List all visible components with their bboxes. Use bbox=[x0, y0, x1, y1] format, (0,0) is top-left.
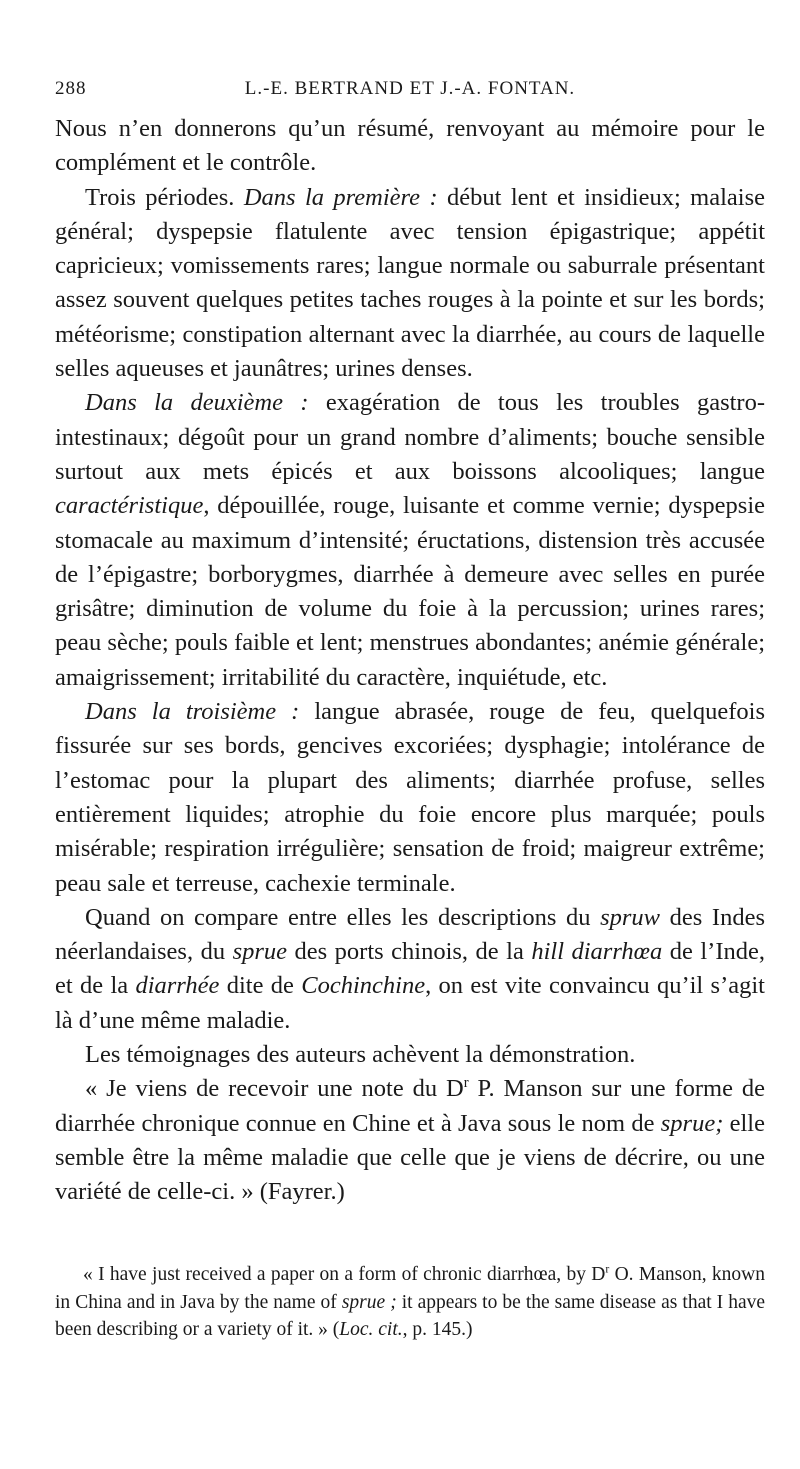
text-run: P. Manson sur une forme de diarrhée chronique connue en Chine et à Java sous le nom de bbox=[55, 1075, 766, 1137]
text-run: Trois périodes. bbox=[85, 183, 244, 211]
italic-text: diarrhée bbox=[135, 972, 220, 1000]
paragraph bbox=[55, 112, 765, 181]
superscript: r bbox=[605, 1262, 610, 1276]
italic-text: caractéristique bbox=[55, 492, 204, 520]
italic-text: Loc. cit. bbox=[339, 1319, 403, 1340]
text-run: O. Manson, known in China and in Java by the name of bbox=[55, 1264, 765, 1313]
paragraph bbox=[55, 386, 765, 695]
paragraph bbox=[55, 901, 765, 1038]
italic-text: hill diarrhœa bbox=[531, 938, 663, 966]
text-run: début lent et insidieux; malaise général; dyspepsie flatulente avec tension épigastrique; appétit capricieux; vomissements rares; langue normale ou saburrale présentant assez souvent quelques petites taches rouges à la pointe et sur les bords; météorisme; constipation alternant avec la diarrhée, au cours de laquelle selles aqueuses et jaunâtres; urines denses. bbox=[55, 183, 765, 383]
text-run: langue abrasée, rouge de feu, quelquefois fissurée sur ses bords, gencives excoriées; dysphagie; intolérance de l’estomac pour la plupart des aliments; diarrhée profuse, selles entièrement liquides; atrophie du foie encore plus marquée; pouls misérable; respiration irrégulière; sensation de froid; maigreur extrême; peau sale et terreuse, cachexie terminale. bbox=[55, 698, 765, 897]
text-run: it appears to be the same disease as that I have been describing or a variety of it. » ( bbox=[55, 1291, 766, 1340]
italic-text: sprue bbox=[232, 938, 288, 966]
italic-text: Dans la deuxième : bbox=[85, 389, 309, 417]
page-header bbox=[55, 74, 765, 108]
footnote bbox=[55, 1261, 765, 1344]
paragraph bbox=[55, 1072, 765, 1209]
italic-text: sprue ; bbox=[341, 1291, 397, 1313]
italic-text: Cochinchine bbox=[301, 972, 426, 1000]
footnote-text bbox=[55, 1261, 765, 1344]
superscript: r bbox=[463, 1075, 469, 1092]
text-run: , on est vite convaincu qu’il s’agit là d’une même maladie. bbox=[55, 972, 765, 1034]
paragraph bbox=[55, 1038, 765, 1072]
body-text bbox=[55, 112, 765, 1210]
italic-text: sprue; bbox=[660, 1109, 724, 1137]
page-number: 288 bbox=[55, 78, 87, 99]
text-run: , p. 145.) bbox=[402, 1319, 473, 1340]
text-run: Les témoignages des auteurs achèvent la démonstration. bbox=[85, 1041, 636, 1069]
text-run: , dépouillée, rouge, luisante et comme vernie; dyspepsie stomacale au maximum d’intensité; éructations, distension très accusée de l’épigastre; borborygmes, diarrhée à demeure avec selles en purée grisâtre; diminution de volume du foie à la percussion; urines rares; peau sèche; pouls faible et lent; menstrues abondantes; anémie générale; amaigrissement; irritabilité du caractère, inquiétude, etc. bbox=[55, 492, 765, 691]
text-run: des ports chinois, de la bbox=[287, 938, 532, 966]
text-run: elle semble être la même maladie que celle que je viens de décrire, ou une variété de celle-ci. » (Fayrer.) bbox=[55, 1109, 765, 1206]
italic-text: spruw bbox=[600, 903, 661, 931]
text-run: dite de bbox=[219, 972, 302, 1000]
text-run: exagération de tous les troubles gastro-intestinaux; dégoût pour un grand nombre d’aliments; bouche sensible surtout aux mets épicés et aux boissons alcooliques; langue bbox=[55, 389, 765, 485]
text-run: de l’Inde, et de la bbox=[55, 938, 765, 1000]
italic-text: Dans la troisième : bbox=[85, 698, 300, 726]
paragraph bbox=[55, 695, 765, 901]
italic-text: Dans la première : bbox=[243, 183, 438, 211]
text-run: Quand on compare entre elles les descriptions du bbox=[85, 903, 601, 931]
text-run: Nous n’en donnerons qu’un résumé, renvoyant au mémoire pour le complément et le contrôle. bbox=[55, 115, 765, 177]
text-run: « Je viens de recevoir une note du D bbox=[85, 1075, 464, 1103]
paragraph bbox=[55, 181, 765, 387]
text-run: « I have just received a paper on a form of chronic diarrhœa, by D bbox=[83, 1264, 606, 1285]
text-run: des Indes néerlandaises, du bbox=[55, 903, 765, 966]
running-title: L.-E. BERTRAND ET J.-A. FONTAN. bbox=[244, 78, 576, 99]
